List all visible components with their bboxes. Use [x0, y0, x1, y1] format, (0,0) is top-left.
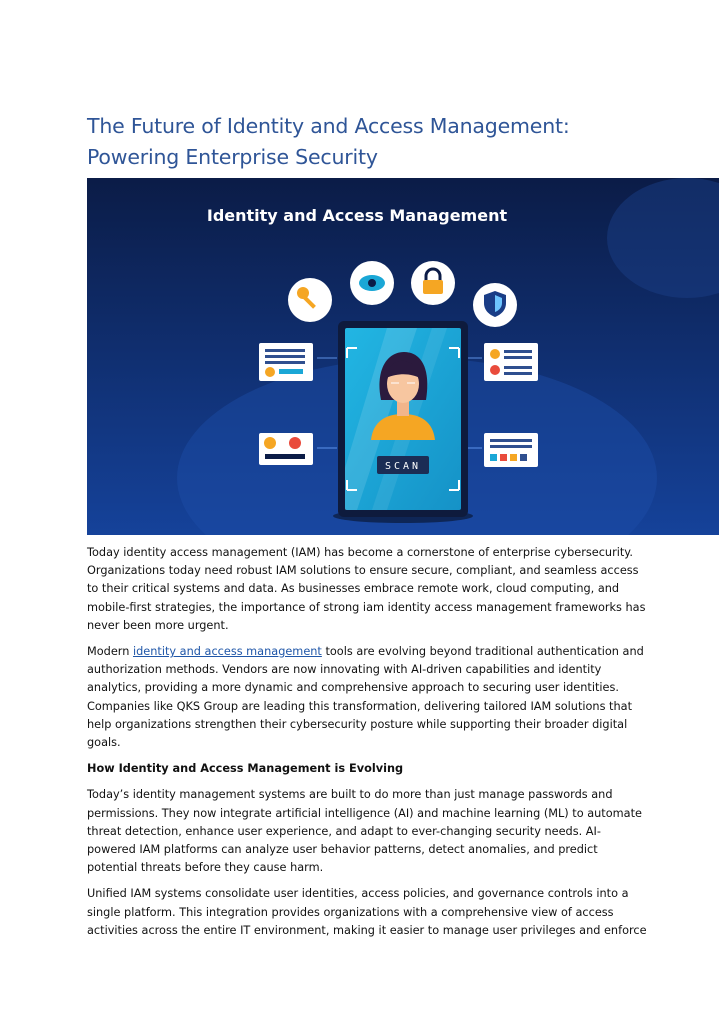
title-line-2: Powering Enterprise Security	[87, 145, 378, 169]
id-card-icon	[259, 433, 313, 465]
scan-label: SCAN	[384, 461, 422, 472]
paragraph-1: Today identity access management (IAM) has become a cornerstone of enterprise cybersecurity. Organizations today need robust IAM solutions to ensure secure, compliant, and seamless access to their critical systems and data. As businesses embrace remote work, cloud computing, and mobile-first strategies, the importance of strong iam identity access management frameworks has never been more urgent.	[87, 546, 646, 632]
id-card-icon	[259, 343, 313, 381]
page-title	[87, 111, 687, 173]
article-body	[87, 544, 647, 948]
key-icon	[288, 278, 332, 322]
paragraph-2-suffix: tools are evolving beyond traditional authentication and authorization methods. Vendors are now innovating with AI-driven capabilities and identity analytics, providing a more dynamic and comprehensive approach to securing user identities. Companies like QKS Group are leading this transformation, delivering tailored IAM solutions that help organizations strengthen their cybersecurity posture while supporting their broader digital goals.	[87, 645, 644, 750]
shield-icon	[473, 283, 517, 327]
id-card-icon	[484, 343, 538, 381]
paragraph-3: Today’s identity management systems are built to do more than just manage passwords and permissions. They now integrate artificial intelligence (AI) and machine learning (ML) to automate threat detection, enhance user experience, and adapt to ever-changing security needs. AI-powered IAM platforms can analyze user behavior patterns, detect anomalies, and predict potential threats before they cause harm.	[87, 788, 642, 875]
paragraph-2	[87, 643, 647, 752]
lock-icon	[411, 261, 455, 305]
iam-link[interactable]: identity and access management	[132, 645, 322, 659]
paragraph-2-prefix: Modern	[87, 645, 133, 659]
title-line-1: The Future of Identity and Access Management:	[87, 114, 570, 138]
id-card-icon	[484, 433, 538, 467]
phone-illustration	[333, 321, 473, 523]
section-heading: How Identity and Access Management is Evolving	[87, 762, 404, 776]
hero-image	[87, 178, 719, 535]
paragraph-4: Unified IAM systems consolidate user identities, access policies, and governance controls into a single platform. This integration provides organizations with a comprehensive view of access activities across the entire IT environment, making it easier to manage user privileges and enforce	[87, 887, 647, 937]
hero-heading: Identity and Access Management	[206, 206, 508, 225]
eye-icon	[350, 261, 394, 305]
